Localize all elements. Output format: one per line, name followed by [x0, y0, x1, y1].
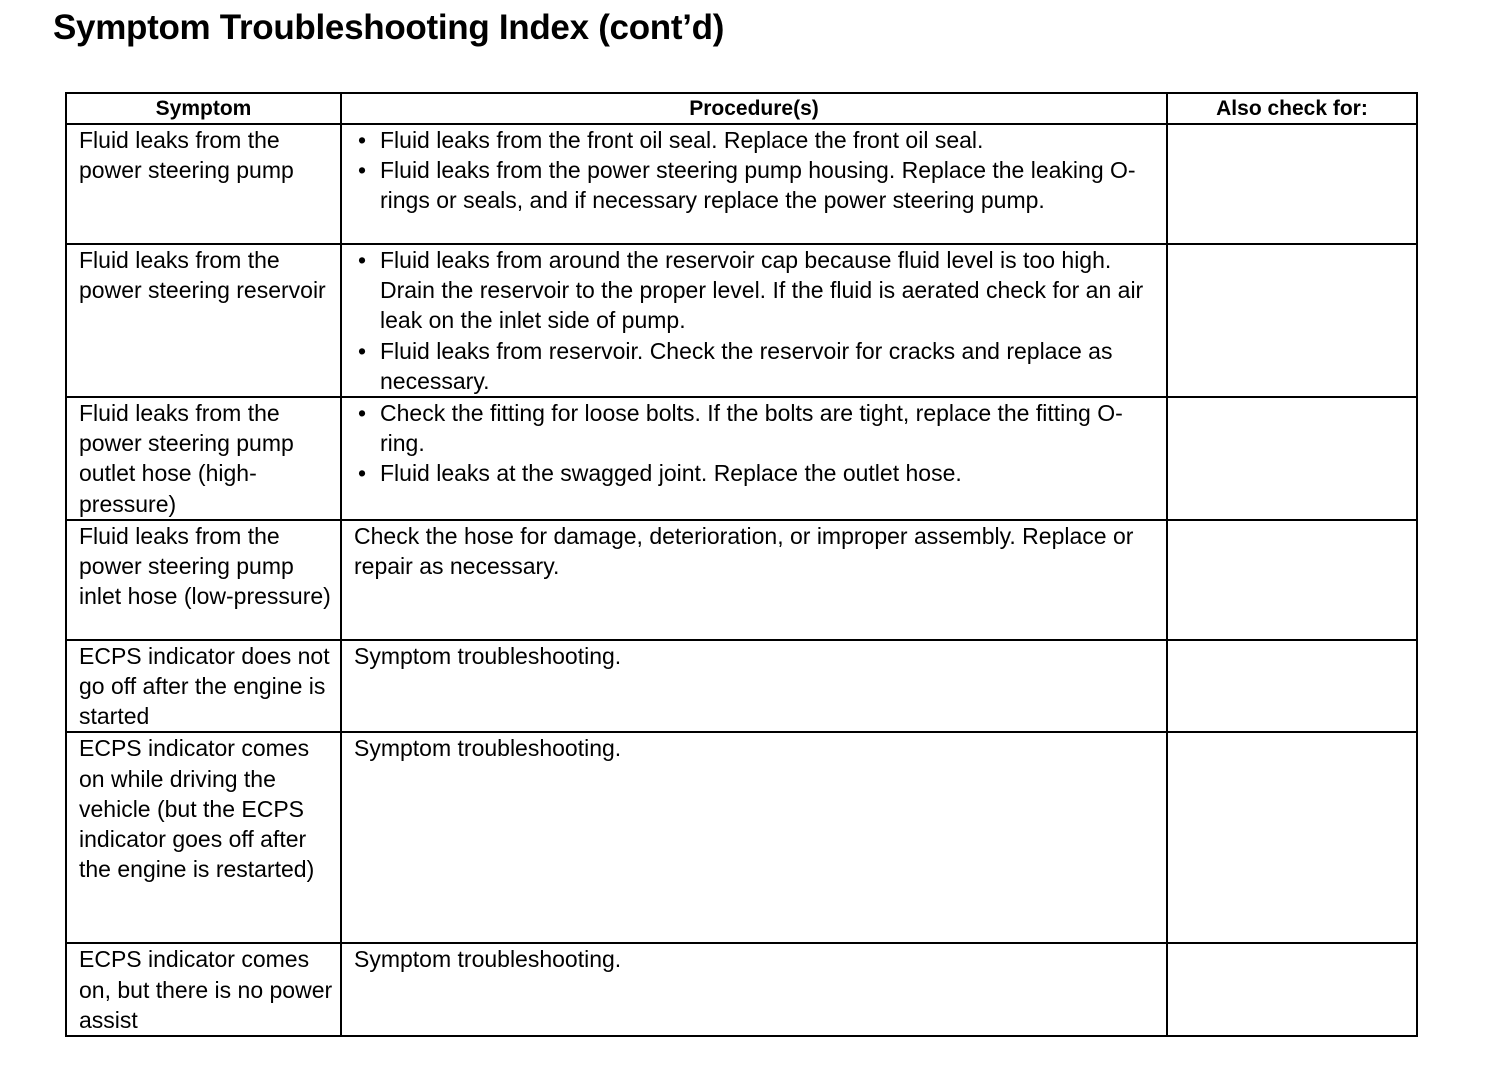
procedure-item: • Fluid leaks from reservoir. Check the reservoir for cracks and replace as necessary. — [354, 336, 1160, 396]
also-check-cell — [1167, 732, 1417, 943]
procedure-cell — [341, 732, 1167, 943]
table-row — [66, 244, 1417, 397]
table-row — [66, 124, 1417, 244]
table-header-row — [66, 93, 1417, 124]
symptom-cell: Fluid leaks from the power steering reservoir — [66, 244, 341, 397]
table-row — [66, 397, 1417, 520]
symptom-cell: Fluid leaks from the power steering pump outlet hose (high-pressure) — [66, 397, 341, 520]
also-check-cell — [1167, 124, 1417, 244]
symptom-cell: ECPS indicator comes on while driving the vehicle (but the ECPS indicator goes off after the engine is restarted) — [66, 732, 341, 943]
also-check-cell — [1167, 244, 1417, 397]
also-check-cell — [1167, 640, 1417, 733]
procedure-cell — [341, 124, 1167, 244]
symptom-cell: ECPS indicator comes on, but there is no power assist — [66, 943, 341, 1036]
procedure-text: Check the hose for damage, deterioration, or improper assembly. Replace or repair as necessary. — [354, 522, 1134, 580]
table-row — [66, 640, 1417, 733]
procedure-item: • Check the fitting for loose bolts. If the bolts are tight, replace the fitting O-ring. — [354, 398, 1160, 458]
procedure-cell — [341, 397, 1167, 520]
table-row — [66, 943, 1417, 1036]
procedure-item: • Fluid leaks at the swagged joint. Replace the outlet hose. — [354, 458, 1160, 488]
procedure-cell — [341, 520, 1167, 640]
table-row — [66, 732, 1417, 943]
also-check-cell — [1167, 943, 1417, 1036]
procedure-list — [354, 245, 1160, 396]
symptom-troubleshooting-table — [65, 92, 1418, 1037]
also-check-cell — [1167, 520, 1417, 640]
procedure-item: • Fluid leaks from the power steering pump housing. Replace the leaking O-rings or seals, and if necessary replace the power steering pump. — [354, 155, 1160, 215]
header-procedures: Procedure(s) — [341, 93, 1167, 124]
header-also-check: Also check for: — [1167, 93, 1417, 124]
procedure-list — [354, 398, 1160, 489]
table-row — [66, 520, 1417, 640]
procedure-cell — [341, 943, 1167, 1036]
procedure-text: Symptom troubleshooting. — [354, 642, 622, 669]
procedure-cell — [341, 640, 1167, 733]
procedure-text: Symptom troubleshooting. — [354, 946, 622, 973]
procedure-item: • Fluid leaks from around the reservoir cap because fluid level is too high. Drain the reservoir to the proper level. If the fluid is aerated check for an air leak on the inlet side of pump. — [354, 245, 1160, 336]
page-title: Symptom Troubleshooting Index (cont’d) — [53, 8, 725, 47]
procedure-list — [354, 125, 1160, 216]
also-check-cell — [1167, 397, 1417, 520]
procedure-text: Symptom troubleshooting. — [354, 735, 622, 762]
procedure-cell — [341, 244, 1167, 397]
header-symptom: Symptom — [66, 93, 341, 124]
symptom-cell: Fluid leaks from the power steering pump — [66, 124, 341, 244]
symptom-cell: Fluid leaks from the power steering pump inlet hose (low-pressure) — [66, 520, 341, 640]
procedure-item: • Fluid leaks from the front oil seal. Replace the front oil seal. — [354, 125, 1160, 155]
symptom-cell: ECPS indicator does not go off after the engine is started — [66, 640, 341, 733]
